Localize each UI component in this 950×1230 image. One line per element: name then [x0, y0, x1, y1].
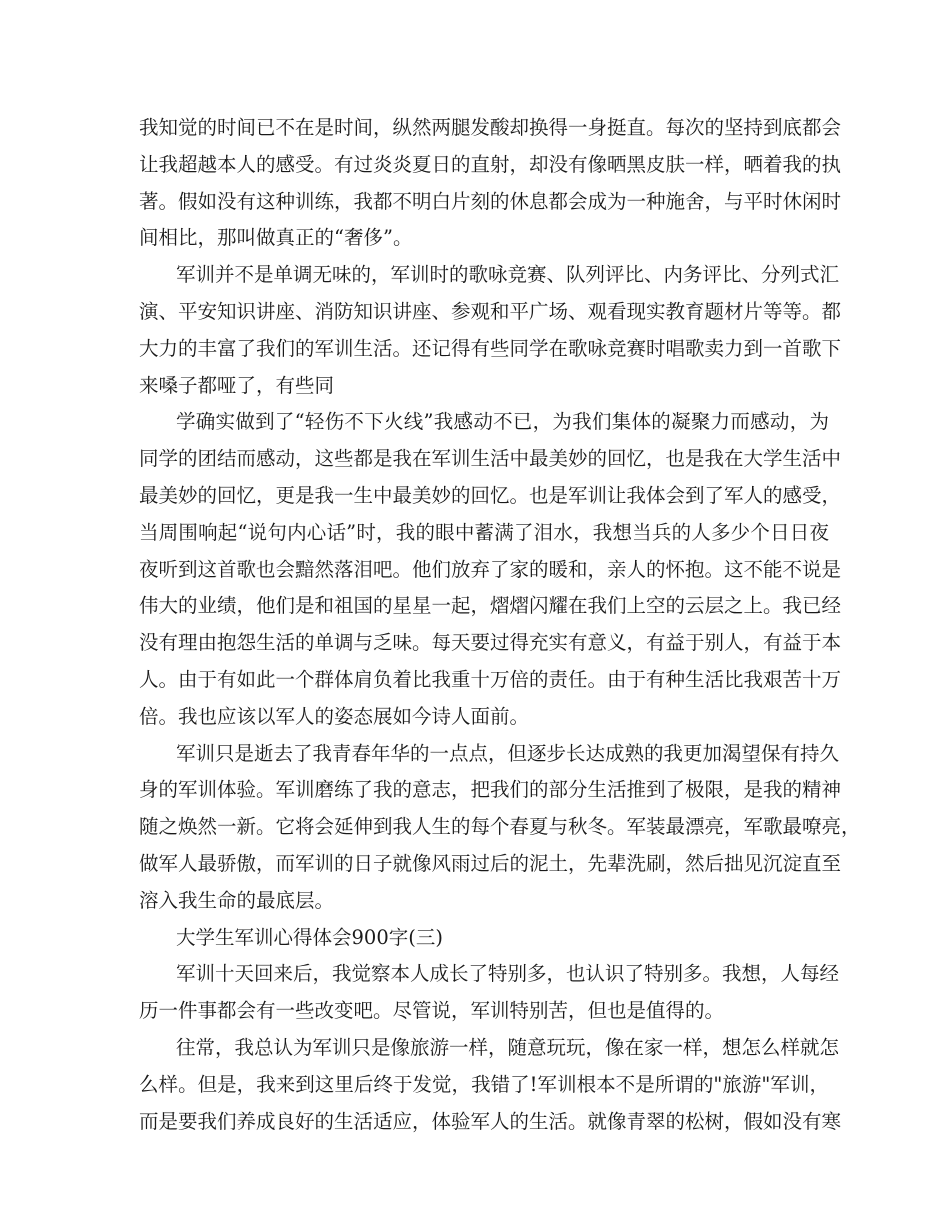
text-line: 人。由于有如此一个群体肩负着比我重十万倍的责任。由于有种生活比我艰苦十万: [139, 668, 842, 691]
paragraph-first-line: 军训只是逝去了我青春年华的一点点，但逐步长达成熟的我更加渴望保有持久: [176, 741, 840, 765]
text-line: 演、平安知识讲座、消防知识讲座、参观和平广场、观看现实教育题材片等等。都: [139, 300, 842, 323]
text-line: 溶入我生命的最底层。: [139, 888, 335, 912]
text-line: 夜听到这首歌也会黯然落泪吧。他们放弃了家的暖和，亲人的怀抱。这不能不说是: [139, 557, 842, 581]
text-line: 历一件事都会有一些改变吧。尽管说，军训特别苦，但也是值得的。: [139, 999, 725, 1023]
text-line: 同学的团结而感动，这些都是我在军训生活中最美妙的回忆，也是我在大学生活中: [139, 447, 842, 471]
paragraph-first-line: 军训并不是单调无味的，军训时的歌咏竞赛、队列评比、内务评比、分列式汇: [176, 263, 840, 287]
text-line: 身的军训体验。军训磨练了我的意志，把我们的部分生活推到了极限，是我的精神: [139, 778, 842, 802]
section-heading: 大学生军训心得体会900字(三): [176, 925, 443, 949]
text-line: 倍。我也应该以军人的姿态展如今诗人面前。: [139, 704, 530, 728]
text-line: 么样。但是，我来到这里后终于发觉，我错了!军训根本不是所谓的"旅游"军训，: [139, 1072, 829, 1096]
paragraph-first-line: 军训十天回来后，我觉察本人成长了特别多，也认识了特别多。我想，人每经: [176, 962, 840, 986]
text-line: 而是要我们养成良好的生活适应，体验军人的生活。就像青翠的松树，假如没有寒: [139, 1109, 842, 1133]
text-line: 做军人最骄傲，而军训的日子就像风雨过后的泥土，先辈洗刷，然后拙见沉淀直至: [139, 852, 842, 875]
paragraph-first-line: 学确实做到了“轻伤不下火线”我感动不已，为我们集体的凝聚力而感动，为: [176, 410, 829, 434]
paragraph-first-line: 往常，我总认为军训只是像旅游一样，随意玩玩，像在家一样，想怎么样就怎: [176, 1036, 840, 1059]
text-line: 著。假如没有这种训练，我都不明白片刻的休息都会成为一种施舍，与平时休闲时: [139, 189, 842, 213]
text-line: 大力的丰富了我们的军训生活。还记得有些同学在歌咏竞赛时唱歌卖力到一首歌下: [139, 336, 842, 360]
text-line: 当周围响起“说句内心话”时，我的眼中蓄满了泪水，我想当兵的人多少个日日夜: [139, 520, 829, 544]
text-line: 最美妙的回忆，更是我一生中最美妙的回忆。也是军训让我体会到了军人的感受，: [139, 484, 842, 507]
text-line: 间相比，那叫做真正的“奢侈”。: [139, 226, 413, 250]
text-line: 随之焕然一新。它将会延伸到我人生的每个春夏与秋冬。军装最漂亮，军歌最嘹亮，: [139, 815, 861, 839]
text-line: 让我超越本人的感受。有过炎炎夏日的直射，却没有像晒黑皮肤一样，晒着我的执: [139, 152, 842, 176]
text-line: 伟大的业绩，他们是和祖国的星星一起，熠熠闪耀在我们上空的云层之上。我已经: [139, 594, 842, 618]
text-line: 我知觉的时间已不在是时间，纵然两腿发酸却换得一身挺直。每次的坚持到底都会: [139, 116, 842, 139]
text-line: 没有理由抱怨生活的单调与乏味。每天要过得充实有意义，有益于别人，有益于本: [139, 631, 842, 655]
text-line: 来嗓子都哑了，有些同: [139, 373, 335, 397]
